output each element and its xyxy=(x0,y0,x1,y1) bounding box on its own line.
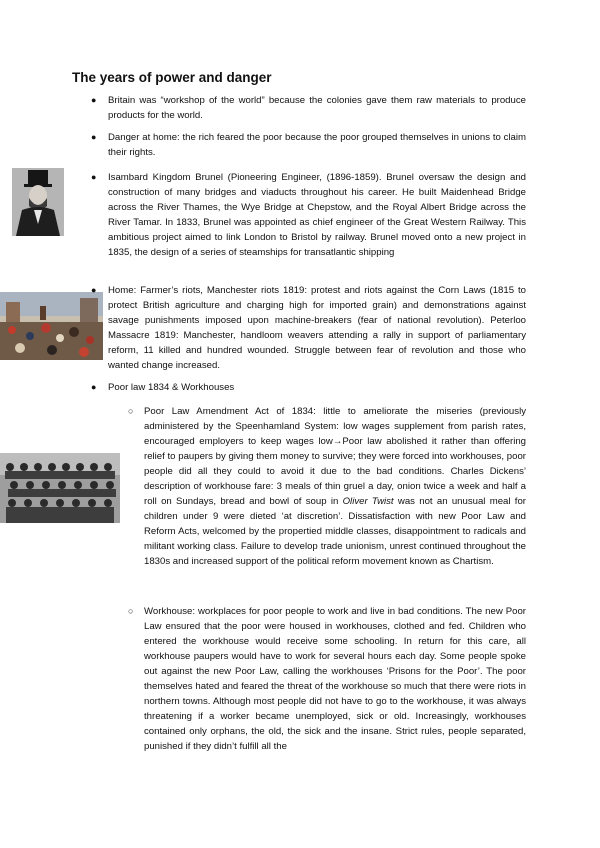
sub-bullet-workhouse: Workhouse: workplaces for poor people to work and live in bad conditions. The new Poor Law ensured that the poor were housed in workhouses, clothed and fed. Children who entered the workhouse would receive some schooling. In return for this care, all workhouse paupers would have to work for several hours each day. Some people spoke out against the new Poor Law, calling the workhouses ‘Prisons for the Poor’. The poor themselves hated and feared the threat of the workhouse so much that there were riots in northern towns. Although most people did not have to go to the workhouse, it was always threatening if a worker became unemployed, sick or old. Increasingly, workhouses contained only orphans, the old, the sick and the insane. Strict rules, people separated, punished if they didn’t fulfill all the xyxy=(144,606,526,752)
bullet-glyph: ● xyxy=(91,382,97,392)
brunel-portrait-image xyxy=(12,168,64,236)
workhouse-group-icon xyxy=(0,453,120,523)
brunel-portrait-icon xyxy=(12,168,64,236)
peterloo-scene-icon xyxy=(0,292,103,360)
bullet-glyph: ● xyxy=(91,285,97,295)
sub-bullet-amendment-act xyxy=(144,404,526,569)
amendment-text-b: was not an unusual meal for children under 9 were dieted ‘at discretion’. Dissatisfaction with new Poor Law and Reform Acts, welcomed by the propertied middle classes, disappointment to radicals and militant working class. Failure to develop trade unionism, unrest continued throughout the 1830s and increased support of the political reform movement known as Chartism. xyxy=(144,496,526,567)
peterloo-painting-image xyxy=(0,292,103,360)
bullet-glyph: ● xyxy=(91,132,97,142)
bullet-poor-law: Poor law 1834 & Workhouses xyxy=(108,382,235,393)
oliver-twist-title: Oliver Twist xyxy=(342,496,394,507)
bullet-workshop: Britain was “workshop of the world” because the colonies gave them raw materials to produce products for the world. xyxy=(108,95,526,121)
bullet-glyph: ● xyxy=(91,172,97,182)
bullet-brunel: Isambard Kingdom Brunel (Pioneering Engineer, (1896-1859). Brunel oversaw the design and construction of many bridges and viaducts throughout his career. He built Maidenhead Bridge across the River Thames, the Wye Bridge at Chepstow, and the Royal Albert Bridge across the River Tamar. In 1833, Brunel was appointed as chief engineer of the Great Western Railway. This ambitious project aimed to link London to Bristol by railway. Brunel moved onto a new project in 1835, the design of a series of steamships for transatlantic shipping xyxy=(108,172,526,258)
workhouse-children-photo xyxy=(0,453,120,523)
bullet-danger: Danger at home: the rich feared the poor because the poor grouped themselves in unions to claim their rights. xyxy=(108,132,526,158)
bullet-glyph: ● xyxy=(91,95,97,105)
sub-bullet-glyph: ○ xyxy=(128,606,134,616)
bullet-home: Home: Farmer’s riots, Manchester riots 1819: protest and riots against the Corn Laws (1815 to protect British agriculture and charging high for imported grain) and demonstrations against savage punishments imposed upon machine-breakers (fear of national revolution). Peterloo Massacre 1819: Manchester, handloom weavers attending a rally in support of parliamentary reform, 11 killed and hundred wounded. Struggle between fear of revolution and those who wanted change increased. xyxy=(108,285,526,371)
page-title: The years of power and danger xyxy=(72,70,272,85)
amendment-text-a: Poor Law Amendment Act of 1834: little to ameliorate the miseries (previously administered by the Speenhamland System: low wages supplement from parish rates, encouraged employers to keep wages low→Poor law abolished it rather than offering relief to paupers by giving them money to survive; they were forced into workhouses, poor people did all they could to avoid it due to the bad conditions. Charles Dickens’ description of workhouse fare: 3 meals of thin gruel a day, onion twice a week and half a roll on Sundays, bread and bowl of soup in xyxy=(144,406,526,507)
sub-bullet-glyph: ○ xyxy=(128,406,134,416)
